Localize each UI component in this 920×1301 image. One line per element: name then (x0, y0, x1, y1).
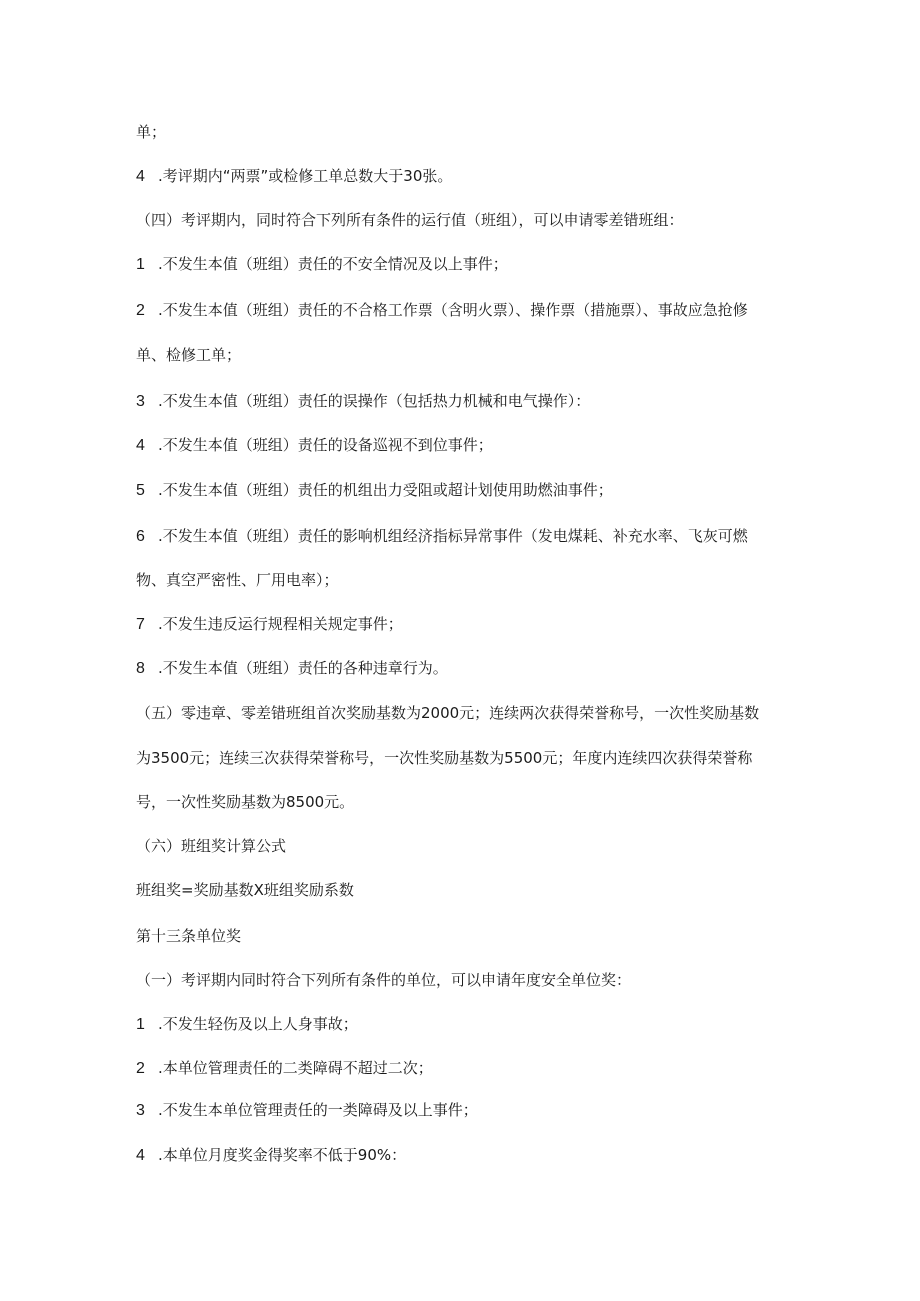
line-text: 号，一次性奖励基数为8500元。 (136, 793, 355, 811)
line-text: 单、检修工单； (136, 346, 242, 364)
numbered-item (136, 166, 452, 187)
item-number: 3 (136, 393, 145, 410)
text-line (136, 345, 241, 365)
item-text: .不发生本值（班组）责任的不合格工作票（含明火票）、操作票（措施票）、事故应急抢修 (158, 301, 748, 319)
line-text: 为3500元；连续三次获得荣誉称号，一次性奖励基数为5500元；年度内连续四次获得荣誉称 (136, 749, 753, 767)
item-number: 1 (136, 1016, 145, 1033)
item-text: .本单位管理责任的二类障碍不超过二次； (158, 1059, 433, 1077)
numbered-item (136, 254, 508, 275)
paragraph-line (136, 792, 354, 812)
line-text: 物、真空严密性、厂用电率）； (136, 571, 339, 589)
text-line (136, 122, 166, 142)
section-heading (136, 836, 286, 856)
numbered-item (136, 300, 748, 321)
item-text: .不发生本值（班组）责任的影响机组经济指标异常事件（发电煤耗、补充水率、飞灰可燃 (158, 527, 748, 545)
numbered-item (136, 1014, 358, 1035)
line-text: （一）考评期内同时符合下列所有条件的单位，可以申请年度安全单位奖： (136, 971, 632, 989)
line-text: 班组奖=奖励基数X班组奖励系数 (136, 881, 354, 899)
item-number: 5 (136, 482, 145, 499)
section-heading (136, 210, 684, 230)
numbered-item (136, 526, 748, 547)
numbered-item (136, 435, 493, 456)
paragraph-line (136, 748, 752, 768)
item-text: .不发生违反运行规程相关规定事件； (158, 615, 403, 633)
item-number: 7 (136, 616, 145, 633)
item-text: .不发生轻伤及以上人身事故； (158, 1015, 358, 1033)
numbered-item (136, 1100, 478, 1121)
item-text: .不发生本值（班组）责任的设备巡视不到位事件； (158, 436, 493, 454)
paragraph-line (136, 703, 759, 723)
item-number: 8 (136, 660, 145, 677)
item-number: 1 (136, 256, 145, 273)
item-number: 4 (136, 168, 145, 185)
item-number: 2 (136, 1060, 145, 1077)
item-text: .不发生本单位管理责任的一类障碍及以上事件； (158, 1101, 478, 1119)
item-text: .本单位月度奖金得奖率不低于90%： (158, 1146, 407, 1164)
line-text: 第十三条单位奖 (136, 927, 242, 945)
numbered-item (136, 1058, 433, 1079)
item-text: .不发生本值（班组）责任的误操作（包括热力机械和电气操作）： (158, 392, 591, 410)
text-line (136, 570, 339, 590)
item-number: 4 (136, 1147, 145, 1164)
line-text: （四）考评期内，同时符合下列所有条件的运行值（班组），可以申请零差错班组： (136, 211, 684, 229)
item-number: 2 (136, 302, 145, 319)
item-text: .不发生本值（班组）责任的机组出力受阻或超计划使用助燃油事件； (158, 481, 613, 499)
section-heading (136, 970, 631, 990)
article-heading (136, 926, 241, 946)
numbered-item (136, 614, 403, 635)
item-number: 6 (136, 528, 145, 545)
line-text: （五）零违章、零差错班组首次奖励基数为2000元；连续两次获得荣誉称号，一次性奖励基数 (136, 704, 760, 722)
item-number: 3 (136, 1102, 145, 1119)
item-text: .不发生本值（班组）责任的各种违章行为。 (158, 659, 448, 677)
numbered-item (136, 658, 448, 679)
formula-line (136, 880, 354, 900)
numbered-item (136, 1145, 406, 1166)
numbered-item (136, 480, 613, 501)
line-text: 单； (136, 123, 167, 141)
item-number: 4 (136, 437, 145, 454)
numbered-item (136, 391, 590, 412)
item-text: .不发生本值（班组）责任的不安全情况及以上事件； (158, 255, 508, 273)
line-text: （六）班组奖计算公式 (136, 837, 287, 855)
item-text: .考评期内“两票”或检修工单总数大于30张。 (158, 167, 453, 185)
